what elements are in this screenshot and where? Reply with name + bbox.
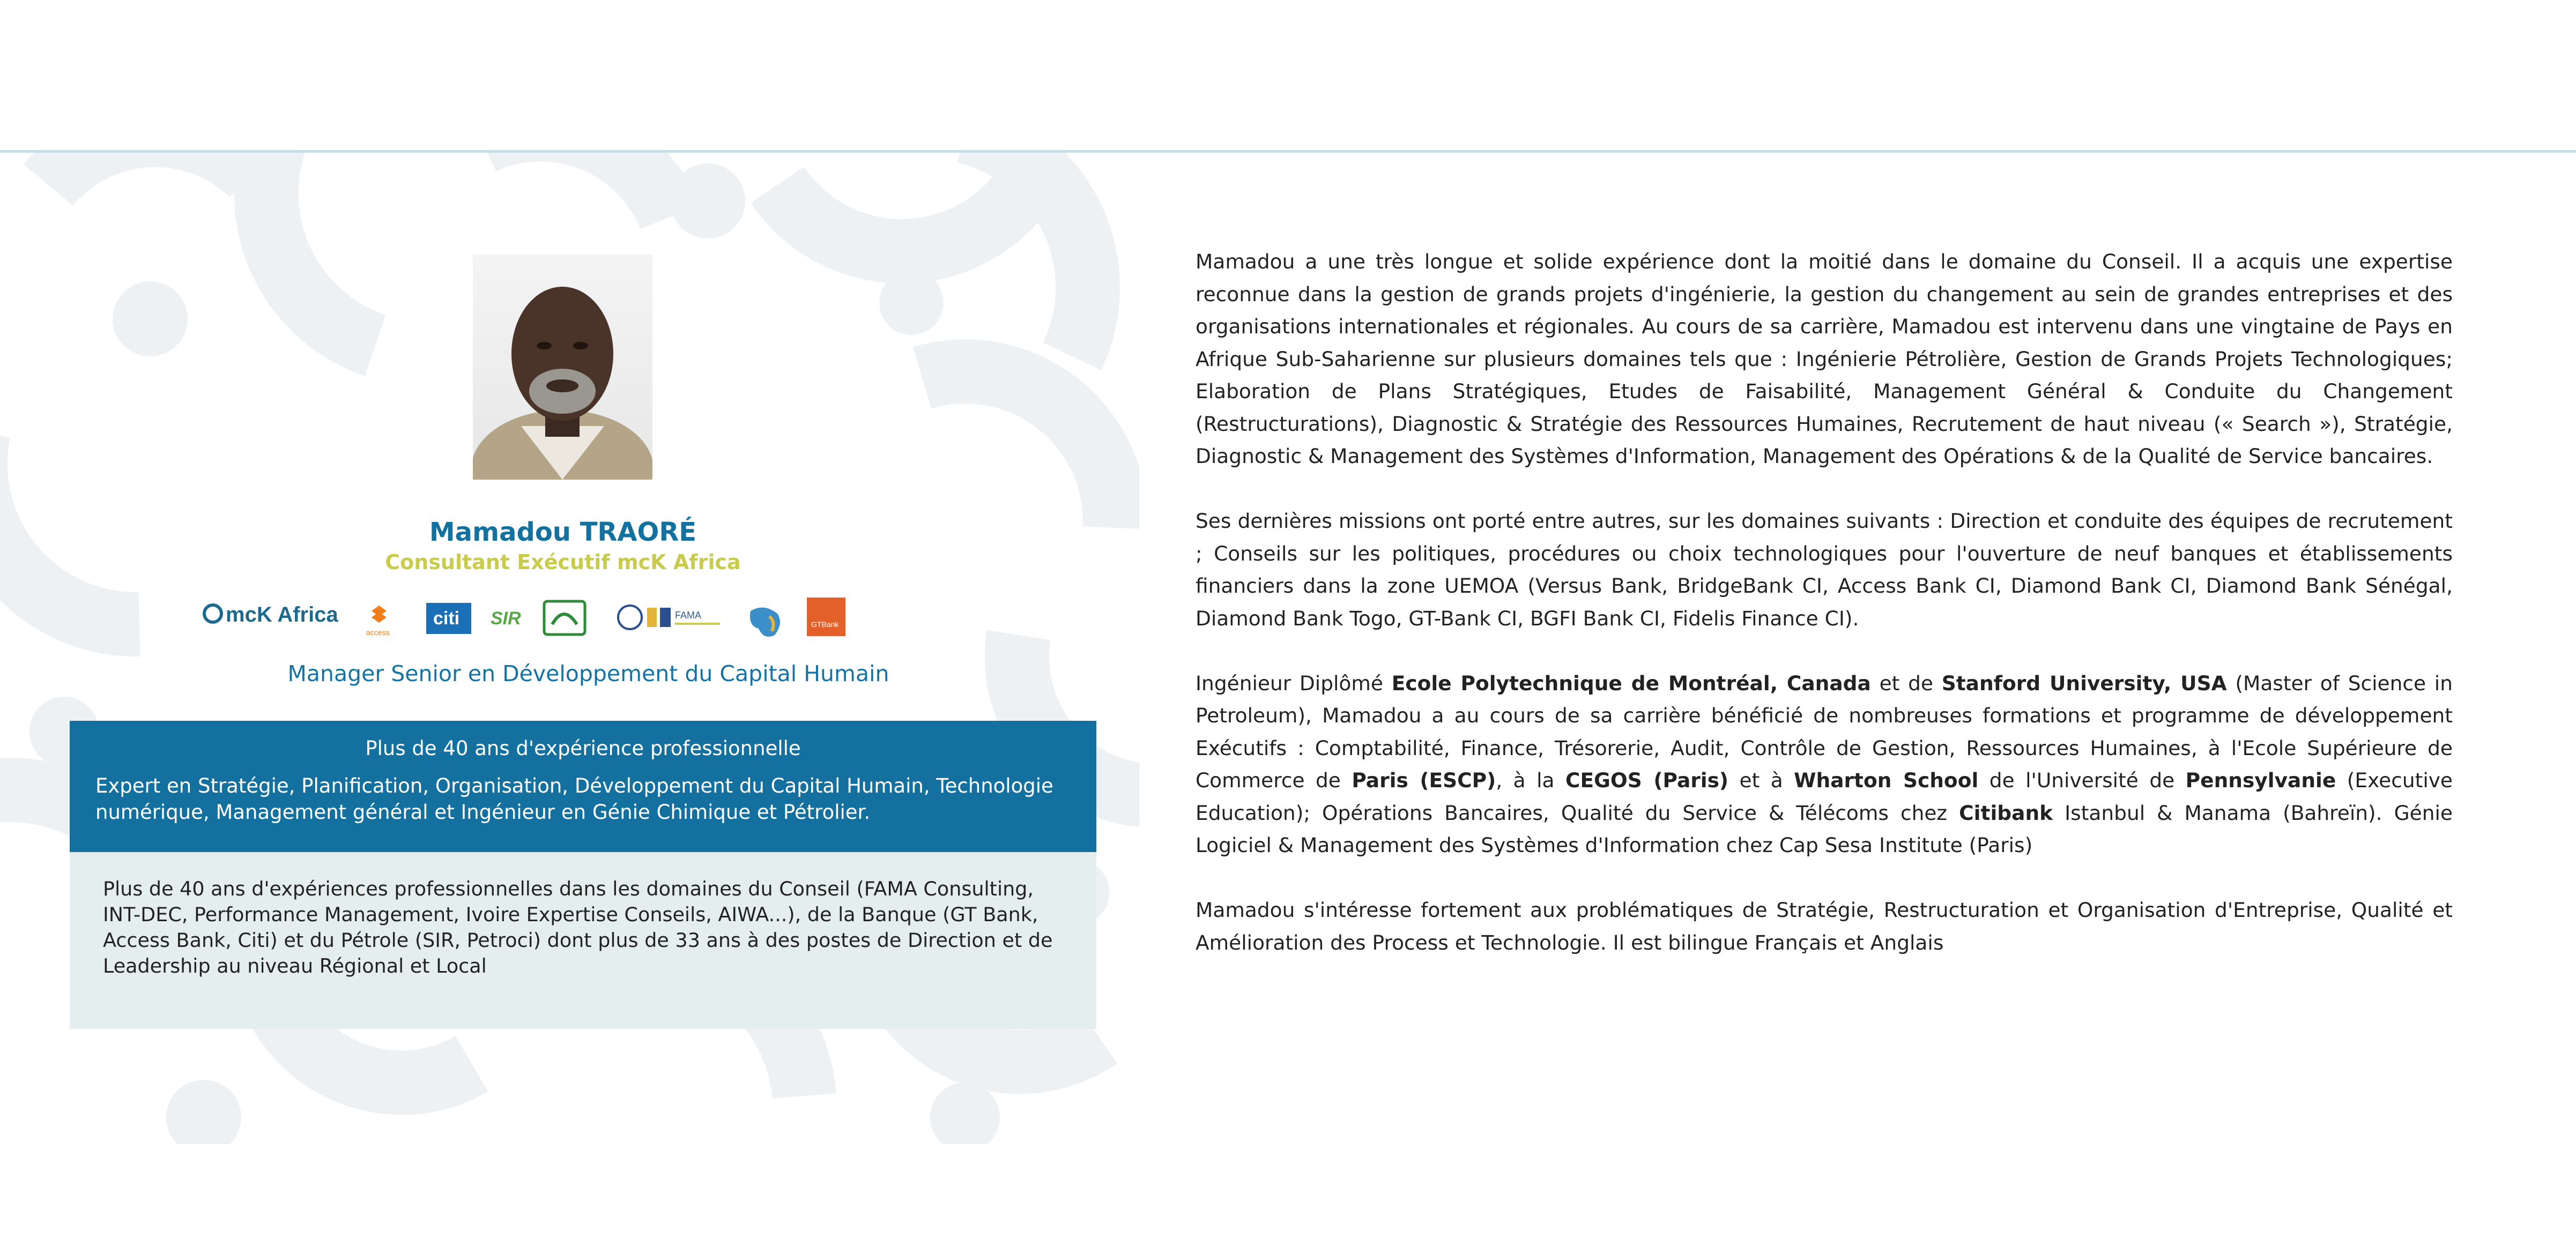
- profile-headline: Manager Senior en Développement du Capital Humain: [287, 661, 889, 686]
- fama-logo-text: FAMA: [675, 610, 702, 621]
- experience-details-text: Plus de 40 ans d'expériences professionnelles dans les domaines du Conseil (FAMA Consulting, INT-DEC, Performance Management, Ivoire Expertise Conseils, AIWA...), de la Banque (GT Bank, Access Bank, Citi) et du Pétrole (SIR, Petroci) dont plus de 33 ans à des postes de Direction et de Leadership au niveau Régional et Local: [103, 877, 1053, 977]
- bio-p3-text-6: de l'Université de: [1978, 768, 2186, 792]
- bio-p3-bold-stanford: Stanford University, USA: [1941, 671, 2227, 695]
- profile-photo: [473, 255, 652, 480]
- gtbank-logo-text: GTBank: [811, 620, 839, 629]
- citi-logo: [426, 603, 471, 634]
- bio-p3-text-3: (Master of Science in Petroleum), Mamadou a au cours de sa carrière bénéficié de nombreuses formations et programme de développement Exécutifs : Comptabilité, Finance, Trésorerie, Audit, Contrôle de Gestion, Ressources Humaines, à l'Ecole Supérieure de Commerce de: [1196, 671, 2453, 792]
- group-logos: [618, 606, 671, 629]
- bio-p3-text-4: , à la: [1496, 768, 1565, 792]
- partner-logos: [201, 595, 877, 638]
- bio-p3-text-5: et à: [1728, 768, 1794, 792]
- experience-details-box: [70, 852, 1096, 1029]
- mck-africa-logo: [204, 603, 338, 626]
- bio-p3-text-8: Istanbul & Manama (Bahreïn). Génie Logiciel & Management des Systèmes d'Information chez Cap Sesa Institute (Paris): [1196, 801, 2453, 857]
- petroci-logo: [544, 601, 585, 635]
- profile-role: Consultant Exécutif mcK Africa: [385, 550, 741, 574]
- bio-paragraph-1: Mamadou a une très longue et solide expérience dont la moitié dans le domaine du Conseil. Il a acquis une expertise reconnue dans la gestion de grands projets d'ingénierie, la gestion du changement au sein de grandes entreprises et des organisations internationales et régionales. Au cours de sa carrière, Mamadou est intervenu dans une vingtaine de Pays en Afrique Sub-Saharienne sur plusieurs domaines tels que : Ingénierie Pétrolière, Gestion de Grands Projets Technologiques; Elaboration de Plans Stratégiques, Etudes de Faisabilité, Management Général & Conduite du Changement (Restructurations), Diagnostic & Stratégie des Ressources Humaines, Recrutement de haut niveau (« Search »), Stratégie, Diagnostic & Management des Systèmes d'Information, Management des Opérations & de la Qualité de Service bancaires.: [1196, 250, 2453, 468]
- sir-logo-text: SIR: [491, 608, 521, 629]
- bio-paragraph-4: Mamadou s'intéresse fortement aux problématiques de Stratégie, Restructuration et Organisation d'Entreprise, Qualité et Amélioration des Process et Technologie. Il est bilingue Français et Anglais: [1196, 898, 2453, 954]
- bio-p3-text-2: et de: [1870, 671, 1942, 695]
- profile-name: Mamadou TRAORÉ: [429, 517, 697, 547]
- access-bank-logo-text: access: [366, 628, 390, 637]
- profile-panel: [0, 153, 1139, 1254]
- bio-p3-bold-escp: Paris (ESCP): [1352, 768, 1496, 792]
- bio-p3-bold-citibank: Citibank: [1959, 801, 2053, 825]
- access-bank-logo: [366, 606, 390, 637]
- gtbank-logo: [807, 598, 845, 636]
- bio-p3-bold-wharton: Wharton School: [1794, 768, 1979, 792]
- bio-paragraph-2: Ses dernières missions ont porté entre autres, sur les domaines suivants : Direction et conduite des équipes de recrutement ; Conseils sur les politiques, procédures ou choix technologiques pour l'ouverture de neuf banques et établissements financiers dans la zone UEMOA (Versus Bank, BridgeBank CI, Access Bank CI, Diamond Bank CI, Diamond Bank Sénégal, Diamond Bank Togo, GT-Bank CI, BGFI Bank CI, Fidelis Finance CI).: [1196, 509, 2453, 630]
- bio-p3-text-1: Ingénieur Diplômé: [1196, 671, 1392, 695]
- experience-summary-text: Expert en Stratégie, Planification, Organisation, Développement du Capital Humain, Technologie numérique, Management général et Ingénieur en Génie Chimique et Pétrolier.: [95, 774, 1053, 824]
- mck-africa-logo-text: mcK Africa: [226, 603, 338, 626]
- bio-p3-bold-pennsylvanie: Pennsylvanie: [2185, 768, 2336, 792]
- experience-summary-box: [70, 721, 1096, 852]
- bio-p3-bold-cegos: CEGOS (Paris): [1565, 768, 1729, 792]
- sir-logo: [491, 608, 521, 629]
- biography: [1196, 245, 2453, 991]
- bio-p3-bold-polytechnique: Ecole Polytechnique de Montréal, Canada: [1391, 671, 1871, 695]
- africa-map-logo: [750, 608, 780, 637]
- bio-p3-text-7: (Executive Education); Opérations Bancaires, Qualité du Service & Télécoms chez: [1196, 768, 2453, 825]
- fama-logo: [675, 610, 720, 625]
- experience-summary-title: Plus de 40 ans d'expérience professionnelle: [365, 737, 801, 760]
- citi-logo-text: citi: [433, 608, 460, 629]
- bio-paragraph-3: [1196, 667, 2453, 862]
